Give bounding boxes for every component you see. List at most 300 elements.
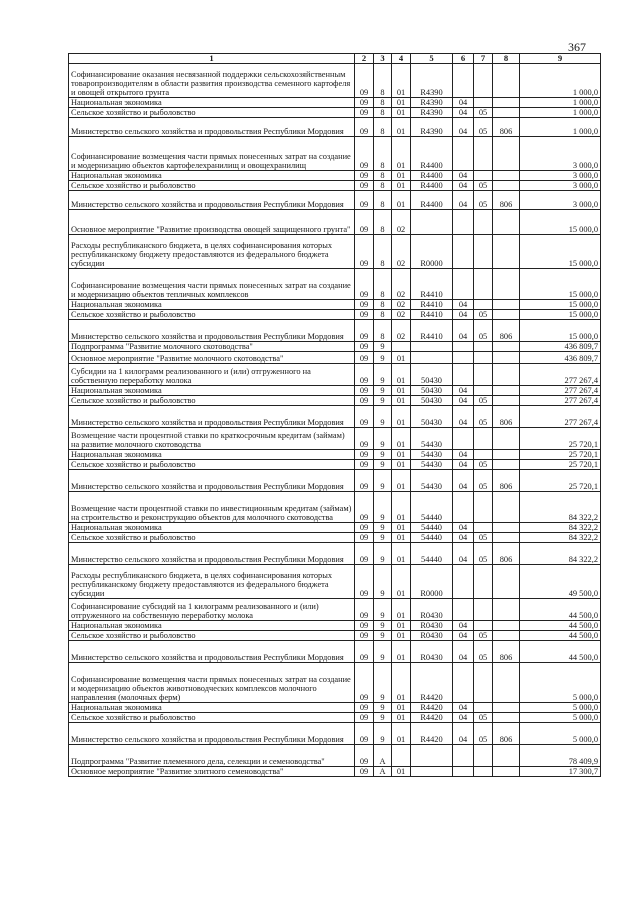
subprogram-code-cell: 8 xyxy=(374,300,392,310)
section-code-cell: 04 xyxy=(453,98,474,108)
row-name-cell: Возмещение части процентной ставки по инвестиционным кредитам (займам) на строительство и реконструкцию объектов для молочного скотоводства xyxy=(69,492,355,523)
table-row xyxy=(69,745,601,767)
subprogram-code-cell: 9 xyxy=(374,703,392,713)
subprogram-code-cell: 8 xyxy=(374,64,392,98)
section-code-cell: 04 xyxy=(453,533,474,543)
subprogram-code-cell: 8 xyxy=(374,191,392,210)
table-row xyxy=(69,364,601,386)
activity-code-cell: 01 xyxy=(392,460,411,470)
activity-code-cell: 01 xyxy=(392,470,411,492)
section-code-cell xyxy=(453,565,474,599)
expense-direction-cell xyxy=(411,745,453,767)
row-name-cell: Сельское хозяйство и рыболовство xyxy=(69,310,355,320)
subsection-code-cell xyxy=(474,703,493,713)
ministry-code-cell xyxy=(493,64,520,98)
section-code-cell: 04 xyxy=(453,320,474,342)
amount-cell: 84 322,2 xyxy=(520,492,601,523)
row-name-cell: Национальная экономика xyxy=(69,450,355,460)
expense-direction-cell: 50430 xyxy=(411,364,453,386)
table-row xyxy=(69,641,601,663)
activity-code-cell: 01 xyxy=(392,352,411,364)
row-name-cell: Министерство сельского хозяйства и продовольствия Республики Мордовия xyxy=(69,320,355,342)
row-name-cell: Сельское хозяйство и рыболовство xyxy=(69,713,355,723)
section-code-cell: 04 xyxy=(453,300,474,310)
program-code-cell: 09 xyxy=(355,460,374,470)
subsection-code-cell: 05 xyxy=(474,191,493,210)
row-name-cell: Национальная экономика xyxy=(69,300,355,310)
ministry-code-cell xyxy=(493,386,520,396)
section-code-cell: 04 xyxy=(453,108,474,118)
table-row xyxy=(69,543,601,565)
row-name-cell: Софинансирование субсидий на 1 килограмм реализованного и (или) отгруженного на собственную переработку молока xyxy=(69,599,355,621)
subsection-code-cell: 05 xyxy=(474,406,493,428)
expense-direction-cell xyxy=(411,352,453,364)
section-code-cell: 04 xyxy=(453,621,474,631)
subprogram-code-cell: 9 xyxy=(374,450,392,460)
row-name-cell: Министерство сельского хозяйства и продовольствия Республики Мордовия xyxy=(69,470,355,492)
section-code-cell: 04 xyxy=(453,450,474,460)
activity-code-cell: 02 xyxy=(392,310,411,320)
subprogram-code-cell: 9 xyxy=(374,406,392,428)
subprogram-code-cell: 9 xyxy=(374,364,392,386)
ministry-code-cell: 806 xyxy=(493,191,520,210)
amount-cell: 15 000,0 xyxy=(520,235,601,269)
table-row xyxy=(69,396,601,406)
column-header: 9 xyxy=(520,54,601,64)
activity-code-cell: 01 xyxy=(392,64,411,98)
program-code-cell: 09 xyxy=(355,406,374,428)
expense-direction-cell: R0000 xyxy=(411,565,453,599)
table-row xyxy=(69,703,601,713)
ministry-code-cell xyxy=(493,492,520,523)
activity-code-cell: 02 xyxy=(392,269,411,300)
subsection-code-cell xyxy=(474,269,493,300)
subprogram-code-cell: 9 xyxy=(374,342,392,352)
program-code-cell: 09 xyxy=(355,269,374,300)
amount-cell: 436 809,7 xyxy=(520,352,601,364)
table-row xyxy=(69,450,601,460)
row-name-cell: Сельское хозяйство и рыболовство xyxy=(69,181,355,191)
subsection-code-cell xyxy=(474,137,493,171)
expense-direction-cell: 54440 xyxy=(411,492,453,523)
ministry-code-cell xyxy=(493,703,520,713)
expense-direction-cell: R4410 xyxy=(411,310,453,320)
subsection-code-cell xyxy=(474,523,493,533)
table-row xyxy=(69,310,601,320)
column-header: 2 xyxy=(355,54,374,64)
section-code-cell: 04 xyxy=(453,631,474,641)
row-name-cell: Национальная экономика xyxy=(69,703,355,713)
ministry-code-cell xyxy=(493,310,520,320)
amount-cell: 49 500,0 xyxy=(520,565,601,599)
section-code-cell: 04 xyxy=(453,543,474,565)
amount-cell: 1 000,0 xyxy=(520,108,601,118)
section-code-cell xyxy=(453,767,474,777)
row-name-cell: Министерство сельского хозяйства и продовольствия Республики Мордовия xyxy=(69,641,355,663)
ministry-code-cell xyxy=(493,745,520,767)
subprogram-code-cell: 8 xyxy=(374,108,392,118)
subprogram-code-cell: 8 xyxy=(374,171,392,181)
subsection-code-cell xyxy=(474,450,493,460)
activity-code-cell: 01 xyxy=(392,108,411,118)
section-code-cell xyxy=(453,235,474,269)
amount-cell: 3 000,0 xyxy=(520,191,601,210)
subprogram-code-cell: 8 xyxy=(374,181,392,191)
row-name-cell: Министерство сельского хозяйства и продовольствия Республики Мордовия xyxy=(69,118,355,137)
subsection-code-cell xyxy=(474,352,493,364)
table-row xyxy=(69,386,601,396)
table-header-row xyxy=(69,54,601,64)
activity-code-cell xyxy=(392,342,411,352)
row-name-cell: Национальная экономика xyxy=(69,171,355,181)
subsection-code-cell: 05 xyxy=(474,108,493,118)
amount-cell: 5 000,0 xyxy=(520,703,601,713)
subsection-code-cell xyxy=(474,745,493,767)
amount-cell: 44 500,0 xyxy=(520,621,601,631)
expense-direction-cell: R4410 xyxy=(411,320,453,342)
section-code-cell: 04 xyxy=(453,641,474,663)
amount-cell: 1 000,0 xyxy=(520,98,601,108)
ministry-code-cell xyxy=(493,137,520,171)
amount-cell: 84 322,2 xyxy=(520,523,601,533)
amount-cell: 78 409,9 xyxy=(520,745,601,767)
section-code-cell: 04 xyxy=(453,118,474,137)
amount-cell: 15 000,0 xyxy=(520,310,601,320)
section-code-cell: 04 xyxy=(453,310,474,320)
subsection-code-cell: 05 xyxy=(474,713,493,723)
subprogram-code-cell: 8 xyxy=(374,137,392,171)
ministry-code-cell xyxy=(493,364,520,386)
subprogram-code-cell: 9 xyxy=(374,396,392,406)
section-code-cell xyxy=(453,352,474,364)
section-code-cell xyxy=(453,663,474,703)
subsection-code-cell: 05 xyxy=(474,181,493,191)
subsection-code-cell: 05 xyxy=(474,533,493,543)
row-name-cell: Национальная экономика xyxy=(69,523,355,533)
program-code-cell: 09 xyxy=(355,118,374,137)
ministry-code-cell xyxy=(493,342,520,352)
ministry-code-cell xyxy=(493,533,520,543)
section-code-cell xyxy=(453,269,474,300)
activity-code-cell: 01 xyxy=(392,663,411,703)
subprogram-code-cell: 8 xyxy=(374,269,392,300)
section-code-cell: 04 xyxy=(453,181,474,191)
expense-direction-cell: R4420 xyxy=(411,713,453,723)
budget-table xyxy=(68,53,601,777)
table-row xyxy=(69,300,601,310)
subsection-code-cell xyxy=(474,599,493,621)
program-code-cell: 09 xyxy=(355,310,374,320)
ministry-code-cell: 806 xyxy=(493,118,520,137)
expense-direction-cell: R4420 xyxy=(411,723,453,745)
table-row xyxy=(69,108,601,118)
ministry-code-cell: 806 xyxy=(493,723,520,745)
amount-cell: 44 500,0 xyxy=(520,599,601,621)
expense-direction-cell: 54440 xyxy=(411,523,453,533)
subprogram-code-cell: 9 xyxy=(374,641,392,663)
program-code-cell: 09 xyxy=(355,210,374,235)
expense-direction-cell: R4410 xyxy=(411,300,453,310)
activity-code-cell: 01 xyxy=(392,599,411,621)
table-row xyxy=(69,342,601,352)
ministry-code-cell xyxy=(493,631,520,641)
table-row xyxy=(69,171,601,181)
program-code-cell: 09 xyxy=(355,352,374,364)
amount-cell: 5 000,0 xyxy=(520,723,601,745)
amount-cell: 3 000,0 xyxy=(520,137,601,171)
expense-direction-cell: R4390 xyxy=(411,98,453,108)
program-code-cell: 09 xyxy=(355,396,374,406)
section-code-cell xyxy=(453,428,474,450)
amount-cell: 436 809,7 xyxy=(520,342,601,352)
table-row xyxy=(69,210,601,235)
amount-cell: 25 720,1 xyxy=(520,428,601,450)
activity-code-cell: 01 xyxy=(392,543,411,565)
subsection-code-cell xyxy=(474,342,493,352)
subprogram-code-cell: 9 xyxy=(374,533,392,543)
row-name-cell: Софинансирование возмещения части прямых понесенных затрат на создание и модернизацию объектов тепличных комплексов xyxy=(69,269,355,300)
page-number: 367 xyxy=(568,40,586,54)
section-code-cell xyxy=(453,745,474,767)
subsection-code-cell xyxy=(474,300,493,310)
expense-direction-cell: R0430 xyxy=(411,631,453,641)
subsection-code-cell: 05 xyxy=(474,641,493,663)
activity-code-cell: 01 xyxy=(392,98,411,108)
activity-code-cell: 01 xyxy=(392,191,411,210)
amount-cell: 5 000,0 xyxy=(520,663,601,703)
program-code-cell: 09 xyxy=(355,723,374,745)
activity-code-cell: 01 xyxy=(392,406,411,428)
section-code-cell: 04 xyxy=(453,406,474,428)
table-row xyxy=(69,713,601,723)
subsection-code-cell: 05 xyxy=(474,396,493,406)
expense-direction-cell: 54440 xyxy=(411,543,453,565)
subprogram-code-cell: 9 xyxy=(374,523,392,533)
section-code-cell xyxy=(453,137,474,171)
ministry-code-cell xyxy=(493,210,520,235)
subprogram-code-cell: 9 xyxy=(374,631,392,641)
amount-cell: 25 720,1 xyxy=(520,450,601,460)
activity-code-cell: 01 xyxy=(392,450,411,460)
table-row xyxy=(69,631,601,641)
amount-cell: 277 267,4 xyxy=(520,406,601,428)
program-code-cell: 09 xyxy=(355,663,374,703)
program-code-cell: 09 xyxy=(355,342,374,352)
expense-direction-cell: R4410 xyxy=(411,269,453,300)
subprogram-code-cell: 9 xyxy=(374,663,392,703)
table-row xyxy=(69,406,601,428)
subsection-code-cell xyxy=(474,621,493,631)
ministry-code-cell xyxy=(493,181,520,191)
expense-direction-cell: R4400 xyxy=(411,181,453,191)
ministry-code-cell: 806 xyxy=(493,320,520,342)
table-row xyxy=(69,492,601,523)
program-code-cell: 09 xyxy=(355,98,374,108)
activity-code-cell: 01 xyxy=(392,703,411,713)
column-header: 5 xyxy=(411,54,453,64)
amount-cell: 17 300,7 xyxy=(520,767,601,777)
expense-direction-cell: 54430 xyxy=(411,460,453,470)
table-row xyxy=(69,137,601,171)
program-code-cell: 09 xyxy=(355,320,374,342)
program-code-cell: 09 xyxy=(355,599,374,621)
program-code-cell: 09 xyxy=(355,364,374,386)
expense-direction-cell xyxy=(411,210,453,235)
ministry-code-cell xyxy=(493,599,520,621)
activity-code-cell: 01 xyxy=(392,386,411,396)
amount-cell: 15 000,0 xyxy=(520,210,601,235)
subsection-code-cell: 05 xyxy=(474,631,493,641)
subprogram-code-cell: A xyxy=(374,767,392,777)
section-code-cell: 04 xyxy=(453,191,474,210)
subprogram-code-cell: 9 xyxy=(374,428,392,450)
amount-cell: 15 000,0 xyxy=(520,269,601,300)
activity-code-cell: 01 xyxy=(392,396,411,406)
table-body xyxy=(69,64,601,777)
column-header: 8 xyxy=(493,54,520,64)
program-code-cell: 09 xyxy=(355,428,374,450)
section-code-cell: 04 xyxy=(453,703,474,713)
ministry-code-cell: 806 xyxy=(493,406,520,428)
ministry-code-cell: 806 xyxy=(493,470,520,492)
amount-cell: 5 000,0 xyxy=(520,713,601,723)
expense-direction-cell: R0430 xyxy=(411,641,453,663)
activity-code-cell xyxy=(392,745,411,767)
subprogram-code-cell: 8 xyxy=(374,98,392,108)
activity-code-cell: 02 xyxy=(392,320,411,342)
row-name-cell: Министерство сельского хозяйства и продовольствия Республики Мордовия xyxy=(69,723,355,745)
table-row xyxy=(69,565,601,599)
table-row xyxy=(69,470,601,492)
row-name-cell: Сельское хозяйство и рыболовство xyxy=(69,631,355,641)
ministry-code-cell xyxy=(493,460,520,470)
subprogram-code-cell: A xyxy=(374,745,392,767)
program-code-cell: 09 xyxy=(355,64,374,98)
subsection-code-cell xyxy=(474,364,493,386)
ministry-code-cell: 806 xyxy=(493,641,520,663)
program-code-cell: 09 xyxy=(355,621,374,631)
subprogram-code-cell: 8 xyxy=(374,235,392,269)
program-code-cell: 09 xyxy=(355,565,374,599)
ministry-code-cell xyxy=(493,523,520,533)
ministry-code-cell xyxy=(493,300,520,310)
amount-cell: 277 267,4 xyxy=(520,364,601,386)
ministry-code-cell xyxy=(493,235,520,269)
section-code-cell: 04 xyxy=(453,470,474,492)
program-code-cell: 09 xyxy=(355,300,374,310)
table-row xyxy=(69,621,601,631)
activity-code-cell: 01 xyxy=(392,631,411,641)
program-code-cell: 09 xyxy=(355,767,374,777)
activity-code-cell: 01 xyxy=(392,621,411,631)
expense-direction-cell: R4390 xyxy=(411,64,453,98)
column-header: 6 xyxy=(453,54,474,64)
amount-cell: 25 720,1 xyxy=(520,470,601,492)
subprogram-code-cell: 8 xyxy=(374,118,392,137)
section-code-cell xyxy=(453,492,474,523)
subprogram-code-cell: 9 xyxy=(374,460,392,470)
row-name-cell: Основное мероприятие "Развитие производства овощей защищенного грунта" xyxy=(69,210,355,235)
row-name-cell: Основное мероприятие "Развитие элитного семеноводства" xyxy=(69,767,355,777)
table-row xyxy=(69,723,601,745)
ministry-code-cell xyxy=(493,352,520,364)
row-name-cell: Подпрограмма "Развитие племенного дела, селекции и семеноводства" xyxy=(69,745,355,767)
program-code-cell: 09 xyxy=(355,386,374,396)
table-row xyxy=(69,98,601,108)
table-row xyxy=(69,523,601,533)
row-name-cell: Национальная экономика xyxy=(69,621,355,631)
column-header: 3 xyxy=(374,54,392,64)
program-code-cell: 09 xyxy=(355,450,374,460)
activity-code-cell: 02 xyxy=(392,235,411,269)
program-code-cell: 09 xyxy=(355,523,374,533)
activity-code-cell: 01 xyxy=(392,723,411,745)
ministry-code-cell xyxy=(493,269,520,300)
row-name-cell: Министерство сельского хозяйства и продовольствия Республики Мордовия xyxy=(69,191,355,210)
subsection-code-cell xyxy=(474,565,493,599)
amount-cell: 1 000,0 xyxy=(520,64,601,98)
section-code-cell xyxy=(453,364,474,386)
program-code-cell: 09 xyxy=(355,703,374,713)
expense-direction-cell: R4390 xyxy=(411,118,453,137)
subsection-code-cell: 05 xyxy=(474,320,493,342)
table-row xyxy=(69,663,601,703)
subsection-code-cell xyxy=(474,492,493,523)
row-name-cell: Национальная экономика xyxy=(69,98,355,108)
row-name-cell: Подпрограмма "Развитие молочного скотоводства" xyxy=(69,342,355,352)
subprogram-code-cell: 9 xyxy=(374,492,392,523)
expense-direction-cell: 50430 xyxy=(411,386,453,396)
row-name-cell: Министерство сельского хозяйства и продовольствия Республики Мордовия xyxy=(69,543,355,565)
expense-direction-cell: 54430 xyxy=(411,428,453,450)
program-code-cell: 09 xyxy=(355,137,374,171)
section-code-cell: 04 xyxy=(453,460,474,470)
ministry-code-cell xyxy=(493,171,520,181)
activity-code-cell: 01 xyxy=(392,492,411,523)
program-code-cell: 09 xyxy=(355,470,374,492)
subsection-code-cell xyxy=(474,386,493,396)
expense-direction-cell: R0430 xyxy=(411,599,453,621)
activity-code-cell: 01 xyxy=(392,767,411,777)
expense-direction-cell: R4400 xyxy=(411,171,453,181)
section-code-cell: 04 xyxy=(453,723,474,745)
activity-code-cell: 02 xyxy=(392,300,411,310)
program-code-cell: 09 xyxy=(355,713,374,723)
subsection-code-cell xyxy=(474,98,493,108)
table-row xyxy=(69,64,601,98)
table-row xyxy=(69,352,601,364)
activity-code-cell: 02 xyxy=(392,210,411,235)
subprogram-code-cell: 9 xyxy=(374,386,392,396)
table-row xyxy=(69,599,601,621)
row-name-cell: Министерство сельского хозяйства и продовольствия Республики Мордовия xyxy=(69,406,355,428)
ministry-code-cell xyxy=(493,450,520,460)
subsection-code-cell xyxy=(474,171,493,181)
row-name-cell: Национальная экономика xyxy=(69,386,355,396)
expense-direction-cell: R4400 xyxy=(411,191,453,210)
amount-cell: 44 500,0 xyxy=(520,631,601,641)
expense-direction-cell xyxy=(411,342,453,352)
activity-code-cell: 01 xyxy=(392,364,411,386)
amount-cell: 44 500,0 xyxy=(520,641,601,663)
section-code-cell xyxy=(453,64,474,98)
program-code-cell: 09 xyxy=(355,631,374,641)
activity-code-cell: 01 xyxy=(392,181,411,191)
subsection-code-cell: 05 xyxy=(474,118,493,137)
expense-direction-cell: R4420 xyxy=(411,663,453,703)
section-code-cell: 04 xyxy=(453,396,474,406)
activity-code-cell: 01 xyxy=(392,171,411,181)
